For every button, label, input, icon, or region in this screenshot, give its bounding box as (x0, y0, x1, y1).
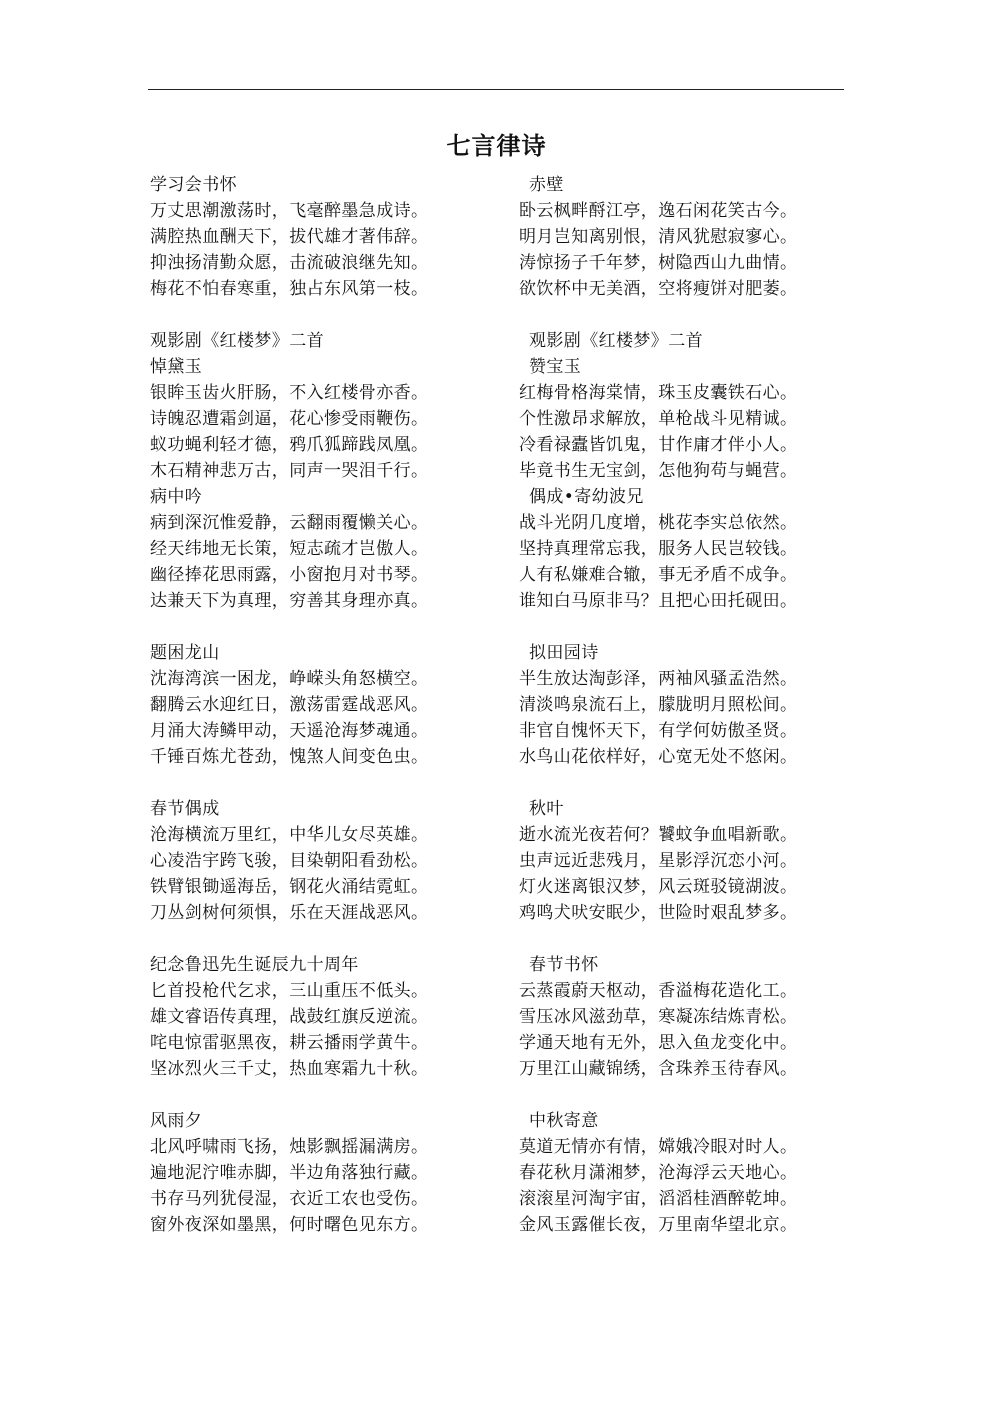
poem (519, 172, 849, 328)
poem-line: 诗魄忍遭霜剑逼，花心惨受雨鞭伤。 (150, 409, 429, 429)
poem-line: 逝水流光夜若何？饕蚊争血唱新歌。 (519, 825, 798, 845)
poem-line: 涛惊扬子千年梦，树隐西山九曲情。 (519, 253, 798, 273)
poem-line: 翻腾云水迎红日，激荡雷霆战恶风。 (150, 695, 429, 715)
poem-subtitle: 悼黛玉 (150, 357, 203, 377)
poem-line: 刀丛剑树何须惧，乐在天涯战恶风。 (150, 903, 429, 923)
poem-line: 北风呼啸雨飞扬，烛影飘摇漏满房。 (150, 1137, 429, 1157)
poem-line: 虫声远近悲残月，星影浮沉恋小河。 (519, 851, 798, 871)
poem (150, 328, 490, 484)
poem-title: 病中吟 (150, 487, 203, 507)
poem-line: 遍地泥泞唯赤脚，半边角落独行藏。 (150, 1163, 429, 1183)
poem-line: 坚冰烈火三千丈，热血寒霜九十秋。 (150, 1059, 429, 1079)
left-column (150, 172, 490, 1264)
poem-line: 莫道无情亦有情，嫦娥冷眼对时人。 (519, 1137, 798, 1157)
poem-line: 幽径捧花思雨露，小窗抱月对书琴。 (150, 565, 429, 585)
poem (519, 952, 849, 1108)
poem-line: 谁知白马原非马？且把心田托砚田。 (519, 591, 798, 611)
poem-line: 病到深沉惟爱静，云翻雨覆懒关心。 (150, 513, 429, 533)
poem (150, 796, 490, 952)
poem-line: 毕竟书生无宝剑，怎他狗苟与蝇营。 (519, 461, 798, 481)
poem (519, 640, 849, 796)
poem-line: 月涌大涛鳞甲动，天遥沧海梦魂通。 (150, 721, 429, 741)
poem-line: 匕首投枪代乞求，三山重压不低头。 (150, 981, 429, 1001)
poem-title: 偶成•寄幼波兄 (529, 487, 644, 507)
poem (150, 952, 490, 1108)
poem-line: 非官自愧怀天下，有学何妨傲圣贤。 (519, 721, 798, 741)
poem (519, 484, 849, 640)
poem-line: 坚持真理常忘我，服务人民岂较钱。 (519, 539, 798, 559)
poem-line: 冷看禄蠹皆饥鬼，甘作庸才伴小人。 (519, 435, 798, 455)
poem-line: 沈海湾滨一困龙，峥嵘头角怒横空。 (150, 669, 429, 689)
poem-line: 云蒸霞蔚天枢动，香溢梅花造化工。 (519, 981, 798, 1001)
poem-line: 清淡鸣泉流石上，朦胧明月照松间。 (519, 695, 798, 715)
poem-title: 秋叶 (529, 799, 564, 819)
poem-title: 中秋寄意 (529, 1111, 599, 1131)
poem-line: 红梅骨格海棠情，珠玉皮囊铁石心。 (519, 383, 798, 403)
poem-line: 战斗光阴几度增，桃花李实总依然。 (519, 513, 798, 533)
poem-line: 雄文睿语传真理，战鼓红旗反逆流。 (150, 1007, 429, 1027)
poem-subtitle: 赞宝玉 (529, 357, 582, 377)
poem-line: 蚁功蝇利轻才德，鸦爪狐蹄践凤凰。 (150, 435, 429, 455)
poem-line: 铁臂银锄遥海岳，钢花火涌结霓虹。 (150, 877, 429, 897)
poem-title: 观影剧《红楼梦》二首 (529, 331, 703, 351)
poem-title: 春节书怀 (529, 955, 599, 975)
poem-line: 水鸟山花依样好，心宽无处不悠闲。 (519, 747, 798, 767)
poem-line: 春花秋月潇湘梦，沧海浮云天地心。 (519, 1163, 798, 1183)
poem-line: 个性激昂求解放，单枪战斗见精诚。 (519, 409, 798, 429)
header-rule (148, 89, 844, 90)
poem-line: 梅花不怕春寒重，独占东风第一枝。 (150, 279, 429, 299)
poem-line: 银眸玉齿火肝肠，不入红楼骨亦香。 (150, 383, 429, 403)
poem-title: 纪念鲁迅先生诞辰九十周年 (150, 955, 359, 975)
poem (519, 796, 849, 952)
poem-line: 万里江山藏锦绣，含珠养玉待春风。 (519, 1059, 798, 1079)
poem-line: 半生放达淘彭泽，两袖风骚孟浩然。 (519, 669, 798, 689)
poem-line: 人有私嫌难合辙，事无矛盾不成争。 (519, 565, 798, 585)
poem-line: 满腔热血酬天下，拔代雄才著伟辞。 (150, 227, 429, 247)
poem-line: 雪压冰风滋劲草，寒凝冻结炼青松。 (519, 1007, 798, 1027)
poem (150, 1108, 490, 1264)
poem-line: 千锤百炼尤苍劲，愧煞人间变色虫。 (150, 747, 429, 767)
poem-title: 题困龙山 (150, 643, 220, 663)
poem-line: 学通天地有无外，思入鱼龙变化中。 (519, 1033, 798, 1053)
poem-line: 抑浊扬清勤众愿，击流破浪继先知。 (150, 253, 429, 273)
poem-title: 拟田园诗 (529, 643, 599, 663)
poem-line: 沧海横流万里红，中华儿女尽英雄。 (150, 825, 429, 845)
poem-line: 达兼天下为真理，穷善其身理亦真。 (150, 591, 429, 611)
poem-line: 金风玉露催长夜，万里南华望北京。 (519, 1215, 798, 1235)
poem (150, 484, 490, 640)
poem-title: 风雨夕 (150, 1111, 203, 1131)
poem-line: 鸡鸣犬吠安眠少，世险时艰乱梦多。 (519, 903, 798, 923)
poem-line: 滚滚星河淘宇宙，滔滔桂酒醉乾坤。 (519, 1189, 798, 1209)
poem-line: 书存马列犹侵湿，衣近工农也受伤。 (150, 1189, 429, 1209)
poem-line: 经天纬地无长策，短志疏才岂傲人。 (150, 539, 429, 559)
poem (150, 640, 490, 796)
poem-title: 观影剧《红楼梦》二首 (150, 331, 324, 351)
poem (150, 172, 490, 328)
poem-line: 窗外夜深如墨黑，何时曙色见东方。 (150, 1215, 429, 1235)
poem-line: 心凌浩宇跨飞骏，目染朝阳看劲松。 (150, 851, 429, 871)
poem-line: 明月岂知离别恨，清风犹慰寂寥心。 (519, 227, 798, 247)
poem-line: 咤电惊雷驱黑夜，耕云播雨学黄牛。 (150, 1033, 429, 1053)
poem-line: 卧云枫畔酹江亭，逸石闲花笑古今。 (519, 201, 798, 221)
page-title: 七言律诗 (446, 131, 547, 160)
poem (519, 328, 849, 484)
poem (519, 1108, 849, 1264)
poem-title: 春节偶成 (150, 799, 220, 819)
poem-line: 欲饮杯中无美酒，空将瘦饼对肥萎。 (519, 279, 798, 299)
right-column (519, 172, 849, 1264)
poem-line: 灯火迷离银汉梦，风云斑驳镜湖波。 (519, 877, 798, 897)
poem-title: 学习会书怀 (150, 175, 237, 195)
poem-line: 木石精神悲万古，同声一哭泪千行。 (150, 461, 429, 481)
poem-line: 万丈思潮激荡时，飞毫醉墨急成诗。 (150, 201, 429, 221)
poem-title: 赤壁 (529, 175, 564, 195)
